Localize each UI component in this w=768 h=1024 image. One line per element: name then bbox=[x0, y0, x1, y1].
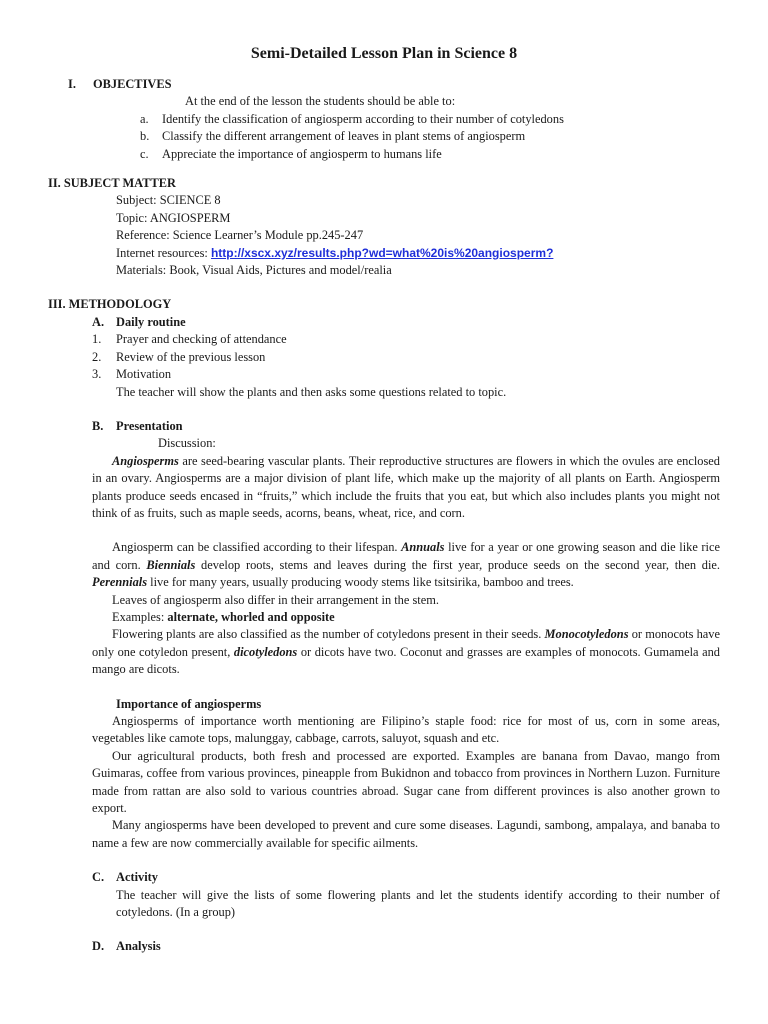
list-text: Review of the previous lesson bbox=[116, 349, 266, 364]
methodology-heading: III. METHODOLOGY bbox=[48, 297, 172, 312]
objectives-heading bbox=[48, 76, 720, 93]
subject-line: Subject: SCIENCE 8 bbox=[116, 193, 221, 208]
section-marker: A. bbox=[92, 314, 105, 329]
leaf-examples-line bbox=[92, 609, 720, 626]
paragraph-text: live for a year or one growing season and die like rice and corn. bbox=[92, 540, 720, 572]
daily-routine-heading bbox=[48, 314, 720, 331]
section-title: Presentation bbox=[116, 418, 183, 433]
section-marker: B. bbox=[92, 418, 104, 433]
presentation-heading bbox=[48, 418, 720, 435]
paragraph-text: Angiosperm can be classified according to their lifespan. bbox=[112, 540, 402, 555]
objectives-title: OBJECTIVES bbox=[93, 77, 172, 91]
section-marker: D. bbox=[92, 939, 105, 954]
activity-heading bbox=[48, 869, 720, 886]
paragraph-text: are seed-bearing vascular plants. Their reproductive structures are flowers in which the ovules are enclosed in an ovary. Angiosperms are a major division of plant life, which make up the majority of all plants on Earth. Angiosperm plants produce seeds encased in “fruits,” which include the fruits that you eat, but which also includes plants you might not think of as fruits, such as maple seeds, acorns, beans, wheat, rice, and corn. bbox=[92, 453, 720, 520]
list-marker: 1. bbox=[92, 332, 102, 347]
section-title: Activity bbox=[116, 870, 158, 885]
angiosperm-definition-paragraph bbox=[92, 453, 720, 523]
activity-text: The teacher will give the lists of some flowering plants and let the students identify according to their number of cotyledons. (In a group) bbox=[116, 887, 720, 920]
objectives-list bbox=[48, 111, 720, 163]
internet-resources-line bbox=[48, 245, 720, 262]
list-marker: 3. bbox=[92, 367, 102, 382]
analysis-heading bbox=[48, 938, 720, 955]
page-title: Semi-Detailed Lesson Plan in Science 8 bbox=[250, 45, 518, 62]
cotyledon-paragraph bbox=[92, 626, 720, 678]
list-item bbox=[92, 366, 720, 383]
list-text: Identify the classification of angiosperm according to their number of cotyledons bbox=[162, 111, 564, 126]
term-biennials: Biennials bbox=[146, 557, 196, 572]
lifespan-paragraph bbox=[92, 539, 720, 591]
list-marker: 2. bbox=[92, 349, 102, 364]
section-title: Analysis bbox=[116, 939, 161, 954]
objectives-intro: At the end of the lesson the students should be able to: bbox=[185, 94, 456, 109]
term-dicotyledons: dicotyledons bbox=[233, 644, 298, 659]
subject-matter-heading: II. SUBJECT MATTER bbox=[48, 176, 176, 191]
term-angiosperms: Angiosperms bbox=[112, 453, 179, 468]
list-item bbox=[92, 349, 720, 366]
objectives-number: I. bbox=[68, 77, 76, 91]
materials-line: Materials: Book, Visual Aids, Pictures and model/realia bbox=[116, 263, 392, 278]
list-item bbox=[92, 331, 720, 348]
section-title: Daily routine bbox=[116, 314, 186, 329]
paragraph-text: live for many years, usually producing woody stems like tsitsirika, bamboo and trees. bbox=[147, 575, 574, 590]
topic-line: Topic: ANGIOSPERM bbox=[116, 210, 231, 225]
examples-bold: alternate, whorled and opposite bbox=[167, 609, 335, 624]
section-marker: C. bbox=[92, 870, 105, 885]
paragraph-text: Flowering plants are also classified as the number of cotyledons present in their seeds. bbox=[112, 627, 545, 642]
list-item bbox=[140, 128, 720, 145]
term-annuals: Annuals bbox=[401, 540, 445, 555]
paragraph-text: develop roots, stems and leaves during the first year, produce seeds on the second year, then die. bbox=[195, 557, 721, 572]
list-marker: c. bbox=[140, 146, 149, 161]
list-text: Motivation bbox=[116, 367, 172, 382]
list-marker: b. bbox=[140, 129, 150, 144]
importance-paragraph-food: Angiosperms of importance worth mentioning are Filipino’s staple food: rice for most of us, corn in some areas, vegetables like camote tops, malunggay, cabbage, carrots, saluyot, squash and etc. bbox=[92, 714, 720, 746]
reference-line: Reference: Science Learner’s Module pp.245-247 bbox=[116, 228, 364, 243]
internet-resource-link[interactable]: http://xscx.xyz/results.php?wd=what%20is%20angiosperm? bbox=[210, 245, 554, 260]
list-text: Appreciate the importance of angiosperm to humans life bbox=[162, 146, 442, 161]
term-perennials: Perennials bbox=[92, 575, 148, 590]
leaves-arrangement-line: Leaves of angiosperm also differ in their arrangement in the stem. bbox=[112, 592, 439, 607]
list-text: Classify the different arrangement of leaves in plant stems of angiosperm bbox=[162, 129, 526, 144]
paragraph-text: or monocots have only one cotyledon present, bbox=[92, 627, 720, 659]
importance-paragraph-exports: Our agricultural products, both fresh and processed are exported. Examples are banana from Davao, mango from Guimaras, coffee from various provinces, pineapple from Bukidnon and tobacco from provinces in Northern Luzon. Furniture made from rattan are also sold to various countries abroad. Sugar cane from different provinces is also another grown to export. bbox=[92, 748, 720, 816]
discussion-label: Discussion: bbox=[158, 436, 216, 451]
importance-heading: Importance of angiosperms bbox=[116, 696, 262, 711]
list-item bbox=[140, 111, 720, 128]
routine-list bbox=[48, 331, 720, 383]
list-item bbox=[140, 146, 720, 163]
importance-paragraph-medicine: Many angiosperms have been developed to prevent and cure some diseases. Lagundi, sambong, ampalaya, and banaba to name a few are now commercially available for specific ailments. bbox=[92, 818, 720, 850]
list-marker: a. bbox=[140, 111, 149, 126]
list-text: Prayer and checking of attendance bbox=[116, 332, 287, 347]
examples-label: Examples: bbox=[112, 609, 168, 624]
term-monocotyledons: Monocotyledons bbox=[544, 627, 629, 642]
paragraph-text: or dicots have two. Coconut and grasses are examples of monocots. Gumamela and mango are dicots. bbox=[92, 644, 720, 677]
motivation-text: The teacher will show the plants and then asks some questions related to topic. bbox=[116, 384, 507, 399]
internet-resources-label: Internet resources: bbox=[116, 245, 208, 260]
